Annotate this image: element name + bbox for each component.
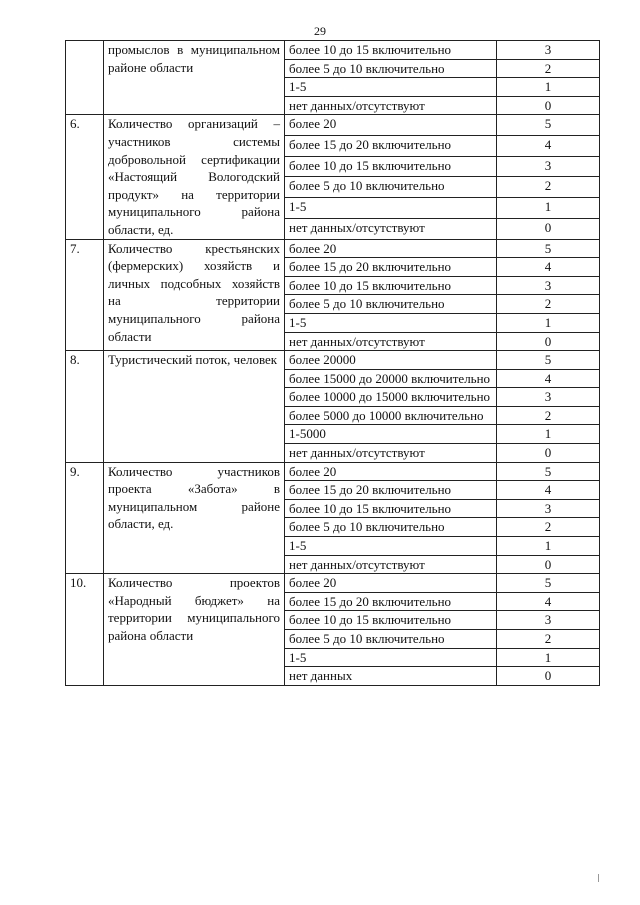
scan-mark bbox=[598, 874, 599, 882]
criterion-score: 2 bbox=[497, 177, 600, 198]
table-row bbox=[66, 239, 600, 258]
criterion-label: более 20 bbox=[285, 115, 497, 136]
criterion-score: 0 bbox=[497, 96, 600, 115]
row-number: 7. bbox=[66, 239, 104, 351]
criterion-score: 4 bbox=[497, 136, 600, 157]
criterion-label: более 15 до 20 включительно bbox=[285, 258, 497, 277]
criterion-label: более 20 bbox=[285, 462, 497, 481]
criterion-score: 1 bbox=[497, 648, 600, 667]
criterion-label: более 10 до 15 включительно bbox=[285, 41, 497, 60]
criterion-label: более 10 до 15 включительно bbox=[285, 276, 497, 295]
criterion-label: более 15000 до 20000 включительно bbox=[285, 369, 497, 388]
criterion-score: 5 bbox=[497, 115, 600, 136]
indicator-name: Количество участников проекта «Забота» в муниципальном районе области, ед. bbox=[104, 462, 285, 574]
criterion-score: 0 bbox=[497, 667, 600, 686]
criterion-score: 1 bbox=[497, 537, 600, 556]
criterion-score: 1 bbox=[497, 425, 600, 444]
criterion-score: 3 bbox=[497, 276, 600, 295]
criterion-label: нет данных bbox=[285, 667, 497, 686]
criterion-score: 1 bbox=[497, 198, 600, 219]
criterion-label: более 5 до 10 включительно bbox=[285, 59, 497, 78]
criteria-table bbox=[65, 40, 600, 686]
criterion-label: более 15 до 20 включительно bbox=[285, 481, 497, 500]
criterion-label: нет данных/отсутствуют bbox=[285, 332, 497, 351]
criterion-score: 4 bbox=[497, 369, 600, 388]
table-row bbox=[66, 41, 600, 60]
criterion-label: 1-5 bbox=[285, 537, 497, 556]
criterion-label: более 15 до 20 включительно bbox=[285, 136, 497, 157]
criterion-score: 2 bbox=[497, 518, 600, 537]
criterion-label: более 20 bbox=[285, 239, 497, 258]
criterion-label: более 5 до 10 включительно bbox=[285, 177, 497, 198]
criterion-label: 1-5 bbox=[285, 313, 497, 332]
criterion-label: более 5 до 10 включительно bbox=[285, 295, 497, 314]
criterion-score: 3 bbox=[497, 388, 600, 407]
row-number: 9. bbox=[66, 462, 104, 574]
criterion-label: нет данных/отсутствуют bbox=[285, 555, 497, 574]
indicator-name: промыслов в муниципальном районе области bbox=[104, 41, 285, 115]
criterion-label: нет данных/отсутствуют bbox=[285, 444, 497, 463]
criterion-score: 2 bbox=[497, 630, 600, 649]
criterion-label: 1-5 bbox=[285, 648, 497, 667]
indicator-name: Количество крестьянских (фермерских) хозяйств и личных подсобных хозяйств на территории муниципального района области bbox=[104, 239, 285, 351]
table-row bbox=[66, 574, 600, 593]
page-number: 29 bbox=[314, 24, 326, 38]
criterion-score: 5 bbox=[497, 574, 600, 593]
criterion-score: 3 bbox=[497, 156, 600, 177]
criterion-label: более 10 до 15 включительно bbox=[285, 499, 497, 518]
criterion-label: более 15 до 20 включительно bbox=[285, 592, 497, 611]
row-number: 8. bbox=[66, 351, 104, 463]
indicator-name: Количество проектов «Народный бюджет» на территории муниципального района области bbox=[104, 574, 285, 686]
criterion-score: 0 bbox=[497, 555, 600, 574]
criterion-label: более 10000 до 15000 включительно bbox=[285, 388, 497, 407]
criterion-score: 2 bbox=[497, 406, 600, 425]
criterion-label: более 10 до 15 включительно bbox=[285, 611, 497, 630]
table-body bbox=[66, 41, 600, 686]
table-row bbox=[66, 462, 600, 481]
criterion-score: 5 bbox=[497, 351, 600, 370]
criterion-label: более 5 до 10 включительно bbox=[285, 630, 497, 649]
indicator-name: Туристический поток, человек bbox=[104, 351, 285, 463]
criterion-score: 3 bbox=[497, 499, 600, 518]
criterion-score: 2 bbox=[497, 59, 600, 78]
criterion-score: 5 bbox=[497, 239, 600, 258]
criterion-score: 0 bbox=[497, 444, 600, 463]
criterion-label: 1-5000 bbox=[285, 425, 497, 444]
criterion-score: 4 bbox=[497, 258, 600, 277]
criterion-score: 1 bbox=[497, 78, 600, 97]
criterion-score: 5 bbox=[497, 462, 600, 481]
criterion-score: 3 bbox=[497, 41, 600, 60]
criterion-label: более 20 bbox=[285, 574, 497, 593]
criterion-score: 4 bbox=[497, 592, 600, 611]
criterion-score: 0 bbox=[497, 218, 600, 239]
criterion-score: 1 bbox=[497, 313, 600, 332]
table-row bbox=[66, 115, 600, 136]
criterion-label: более 5 до 10 включительно bbox=[285, 518, 497, 537]
criterion-score: 2 bbox=[497, 295, 600, 314]
row-number: 10. bbox=[66, 574, 104, 686]
criterion-label: 1-5 bbox=[285, 198, 497, 219]
criterion-score: 3 bbox=[497, 611, 600, 630]
criterion-label: 1-5 bbox=[285, 78, 497, 97]
table-row bbox=[66, 351, 600, 370]
criterion-label: более 10 до 15 включительно bbox=[285, 156, 497, 177]
row-number: 6. bbox=[66, 115, 104, 239]
criterion-label: нет данных/отсутствуют bbox=[285, 218, 497, 239]
criterion-score: 4 bbox=[497, 481, 600, 500]
criterion-score: 0 bbox=[497, 332, 600, 351]
criterion-label: более 5000 до 10000 включительно bbox=[285, 406, 497, 425]
indicator-name: Количество организаций – участников системы добровольной сертификации «Настоящий Вологодский продукт» на территории муниципального района области, ед. bbox=[104, 115, 285, 239]
criterion-label: нет данных/отсутствуют bbox=[285, 96, 497, 115]
criterion-label: более 20000 bbox=[285, 351, 497, 370]
row-number bbox=[66, 41, 104, 115]
